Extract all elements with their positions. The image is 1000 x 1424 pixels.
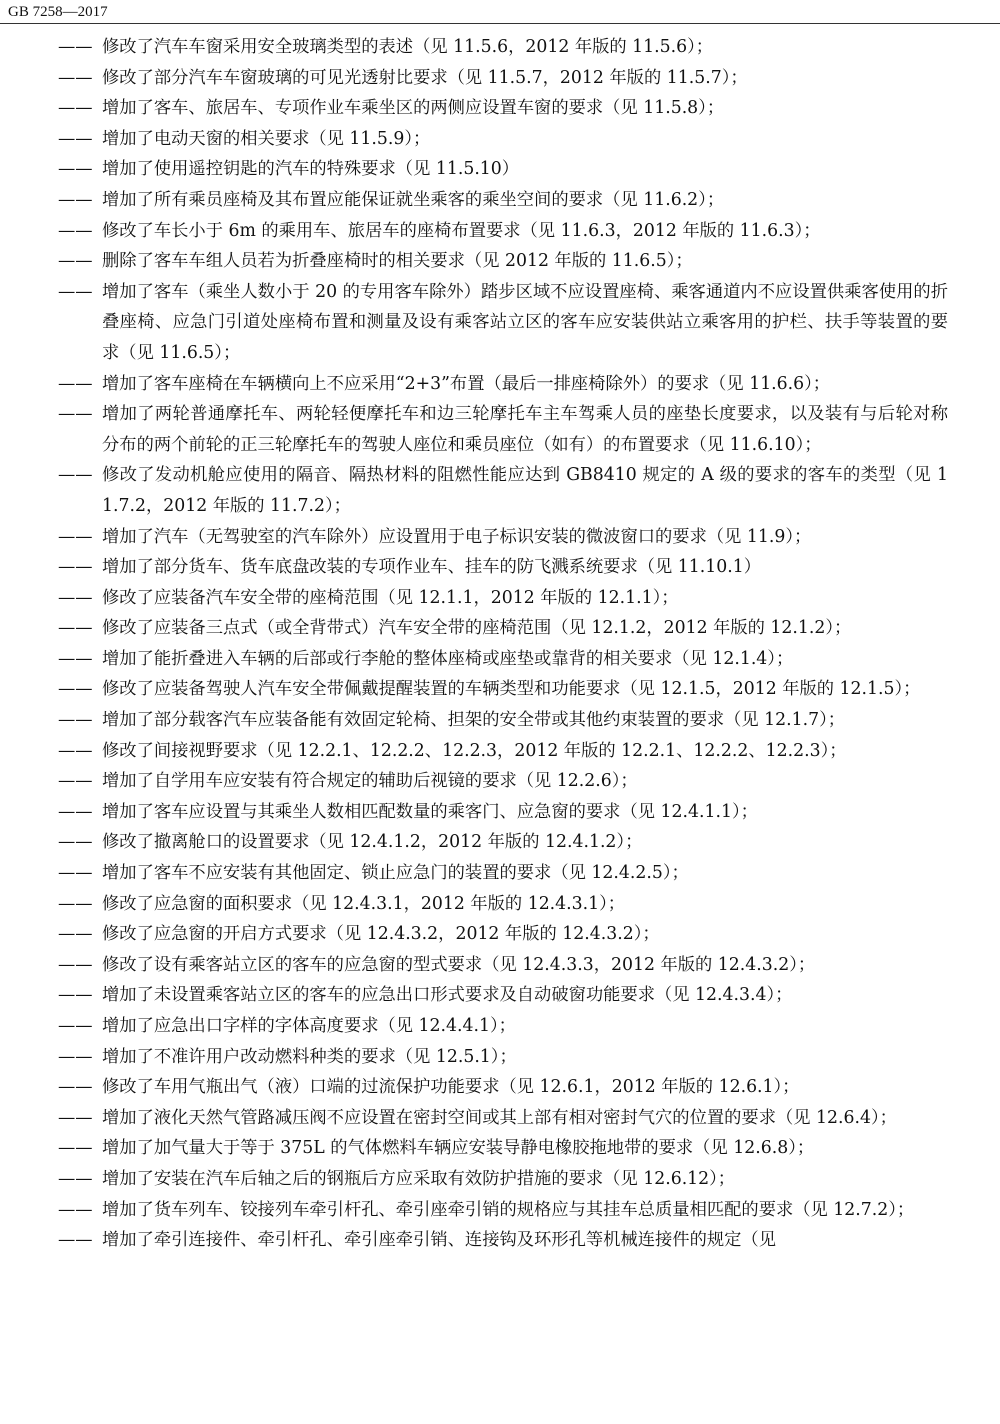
revision-item — [0, 858, 1000, 889]
revision-item — [0, 980, 1000, 1011]
revision-item — [0, 1103, 1000, 1134]
revision-text: 修改了汽车车窗采用安全玻璃类型的表述（见 11.5.6，2012 年版的 11.5.6）； — [102, 37, 714, 57]
list-dash: —— — [58, 740, 93, 761]
revision-item — [0, 736, 1000, 767]
revision-text: 增加了汽车（无驾驶室的汽车除外）应设置用于电子标识安装的微波窗口的要求（见 11.9）； — [102, 526, 812, 547]
revision-item — [0, 124, 1000, 155]
revision-text: 修改了应急窗的开启方式要求（见 12.4.3.2，2012 年版的 12.4.3.2）； — [102, 924, 660, 945]
revision-text: 增加了液化天然气管路减压阀不应设置在密封空间或其上部有相对密封气穴的位置的要求（见 12.6.4）； — [102, 1107, 897, 1128]
list-dash: —— — [58, 648, 93, 669]
revision-item — [0, 1164, 1000, 1195]
list-dash: —— — [58, 893, 93, 914]
list-dash: —— — [58, 1077, 93, 1098]
revision-text: 增加了客车应设置与其乘坐人数相匹配数量的乘客门、应急窗的要求（见 12.4.1.1）； — [102, 801, 758, 822]
list-dash: —— — [58, 954, 93, 975]
revision-text: 修改了设有乘客站立区的客车的应急窗的型式要求（见 12.4.3.3，2012 年版的 12.4.3.2）； — [102, 954, 816, 975]
revision-text: 修改了撤离舱口的设置要求（见 12.4.1.2，2012 年版的 12.4.1.2）； — [102, 832, 643, 853]
revision-item — [0, 674, 1000, 705]
revision-item — [0, 154, 1000, 185]
revision-item — [0, 613, 1000, 644]
list-dash: —— — [58, 373, 93, 394]
revision-item — [0, 185, 1000, 216]
list-dash: —— — [58, 1016, 93, 1036]
list-dash: —— — [58, 220, 93, 241]
revision-item — [0, 1072, 1000, 1103]
list-dash: —— — [58, 1199, 93, 1220]
revision-text: 修改了车用气瓶出气（液）口端的过流保护功能要求（见 12.6.1，2012 年版的 12.6.1）； — [102, 1077, 800, 1098]
list-dash: —— — [58, 98, 93, 119]
revision-text: 修改了发动机舱应使用的隔音、隔热材料的阻燃性能应达到 GB8410 规定的 A 级的要求的客车的类型（见 11.7.2，2012 年版的 11.7.2）； — [102, 465, 948, 516]
list-dash: —— — [58, 128, 93, 149]
list-dash: —— — [58, 1107, 93, 1128]
revision-text: 增加了客车（乘坐人数小于 20 的专用客车除外）踏步区域不应设置座椅、乘客通道内不应设置供乘客使用的折叠座椅、应急门引道处座椅布置和测量及设有乘客站立区的客车应安装供站立乘客用的护栏、扶手等装置的要求（见 11.6.5）； — [102, 281, 948, 363]
revision-item — [0, 277, 1000, 369]
list-dash: —— — [58, 189, 93, 210]
standard-number-header: GB 7258—2017 — [8, 4, 108, 20]
revision-item — [0, 1225, 1000, 1256]
revision-text: 删除了客车车组人员若为折叠座椅时的相关要求（见 2012 年版的 11.6.5）； — [102, 251, 693, 272]
list-dash: —— — [58, 1230, 93, 1251]
revision-item — [0, 460, 1000, 521]
list-dash: —— — [58, 924, 93, 945]
revision-item — [0, 583, 1000, 614]
list-dash: —— — [58, 618, 93, 639]
revision-item — [0, 32, 1000, 63]
list-dash: —— — [58, 863, 93, 884]
revision-text: 修改了应急窗的面积要求（见 12.4.3.1，2012 年版的 12.4.3.1）； — [102, 893, 626, 914]
revision-item — [0, 827, 1000, 858]
revision-text: 增加了安装在汽车后轴之后的钢瓶后方应采取有效防护措施的要求（见 12.6.12）； — [102, 1168, 736, 1189]
revision-item — [0, 1042, 1000, 1073]
list-dash: —— — [58, 1138, 93, 1159]
revision-item — [0, 1195, 1000, 1226]
revision-list — [0, 32, 1000, 1256]
revision-item — [0, 797, 1000, 828]
revision-text: 增加了所有乘员座椅及其布置应能保证就坐乘客的乘坐空间的要求（见 11.6.2）； — [102, 189, 725, 210]
revision-text: 修改了应装备驾驶人汽车安全带佩戴提醒装置的车辆类型和功能要求（见 12.1.5，2012 年版的 12.1.5）； — [102, 679, 921, 700]
revision-text: 增加了加气量大于等于 375L 的气体燃料车辆应安装导静电橡胶拖地带的要求（见 12.6.8）； — [102, 1138, 815, 1159]
list-dash: —— — [58, 832, 93, 853]
revision-text: 增加了自学用车应安装有符合规定的辅助后视镜的要求（见 12.2.6）； — [102, 771, 638, 792]
list-dash: —— — [58, 67, 93, 88]
list-dash: —— — [58, 985, 93, 1006]
revision-text: 修改了车长小于 6m 的乘用车、旅居车的座椅布置要求（见 11.6.3，2012 年版的 11.6.3）； — [102, 220, 821, 241]
revision-text: 增加了使用遥控钥匙的汽车的特殊要求（见 11.5.10） — [102, 159, 520, 180]
revision-item — [0, 63, 1000, 94]
revision-text: 增加了部分载客汽车应装备能有效固定轮椅、担架的安全带或其他约束装置的要求（见 12.1.7）； — [102, 710, 846, 731]
revision-item — [0, 552, 1000, 583]
list-dash: —— — [58, 771, 93, 792]
revision-item — [0, 766, 1000, 797]
revision-text: 修改了间接视野要求（见 12.2.1、12.2.2、12.2.3，2012 年版的 12.2.1、12.2.2、12.2.3）； — [102, 740, 847, 761]
revision-item — [0, 369, 1000, 400]
list-dash: —— — [58, 679, 93, 700]
revision-text: 增加了客车不应安装有其他固定、锁止应急门的装置的要求（见 12.4.2.5）； — [102, 863, 689, 884]
revision-text: 增加了客车、旅居车、专项作业车乘坐区的两侧应设置车窗的要求（见 11.5.8）； — [102, 98, 725, 119]
list-dash: —— — [58, 159, 93, 180]
revision-item — [0, 1133, 1000, 1164]
revision-item — [0, 919, 1000, 950]
revision-item — [0, 522, 1000, 553]
list-dash: —— — [58, 281, 93, 302]
list-dash: —— — [58, 404, 93, 425]
list-dash: —— — [58, 1046, 93, 1067]
revision-item — [0, 889, 1000, 920]
revision-item — [0, 1011, 1000, 1042]
list-dash: —— — [58, 465, 93, 486]
revision-item — [0, 399, 1000, 460]
revision-item — [0, 216, 1000, 247]
revision-text: 增加了不准许用户改动燃料种类的要求（见 12.5.1）； — [102, 1046, 517, 1067]
list-dash: —— — [58, 710, 93, 731]
revision-text: 增加了应急出口字样的字体高度要求（见 12.4.4.1）； — [102, 1016, 516, 1036]
revision-text: 增加了部分货车、货车底盘改装的专项作业车、挂车的防飞溅系统要求（见 11.10.1） — [102, 557, 762, 578]
revision-text: 增加了客车座椅在车辆横向上不应采用“2+3”布置（最后一排座椅除外）的要求（见 11.6.6）； — [102, 373, 831, 394]
list-dash: —— — [58, 587, 93, 608]
revision-item — [0, 950, 1000, 981]
revision-item — [0, 644, 1000, 675]
revision-text: 增加了能折叠进入车辆的后部或行李舱的整体座椅或座垫或靠背的相关要求（见 12.1.4）； — [102, 648, 794, 669]
list-dash: —— — [58, 801, 93, 822]
revision-text: 修改了应装备三点式（或全背带式）汽车安全带的座椅范围（见 12.1.2，2012 年版的 12.1.2）； — [102, 618, 852, 639]
revision-text: 增加了电动天窗的相关要求（见 11.5.9）； — [102, 128, 431, 149]
header-rule — [0, 23, 1000, 24]
list-dash: —— — [58, 1168, 93, 1189]
revision-text: 增加了未设置乘客站立区的客车的应急出口形式要求及自动破窗功能要求（见 12.4.3.4）； — [102, 985, 793, 1006]
revision-text: 增加了货车列车、铰接列车牵引杆孔、牵引座牵引销的规格应与其挂车总质量相匹配的要求（见 12.7.2）； — [102, 1199, 915, 1220]
revision-text: 增加了两轮普通摩托车、两轮轻便摩托车和边三轮摩托车主车驾乘人员的座垫长度要求，以及装有与后轮对称分布的两个前轮的正三轮摩托车的驾驶人座位和乘员座位（如有）的布置要求（见 11.6.10）； — [102, 404, 948, 455]
revision-item — [0, 93, 1000, 124]
list-dash: —— — [58, 557, 93, 578]
list-dash: —— — [58, 526, 93, 547]
revision-item — [0, 246, 1000, 277]
revision-item — [0, 705, 1000, 736]
revision-text: 增加了牵引连接件、牵引杆孔、牵引座牵引销、连接钩及环形孔等机械连接件的规定（见 — [102, 1230, 776, 1251]
list-dash: —— — [58, 37, 93, 57]
revision-text: 修改了应装备汽车安全带的座椅范围（见 12.1.1，2012 年版的 12.1.1）； — [102, 587, 679, 608]
list-dash: —— — [58, 251, 93, 272]
revision-text: 修改了部分汽车车窗玻璃的可见光透射比要求（见 11.5.7，2012 年版的 11.5.7）； — [102, 67, 748, 88]
